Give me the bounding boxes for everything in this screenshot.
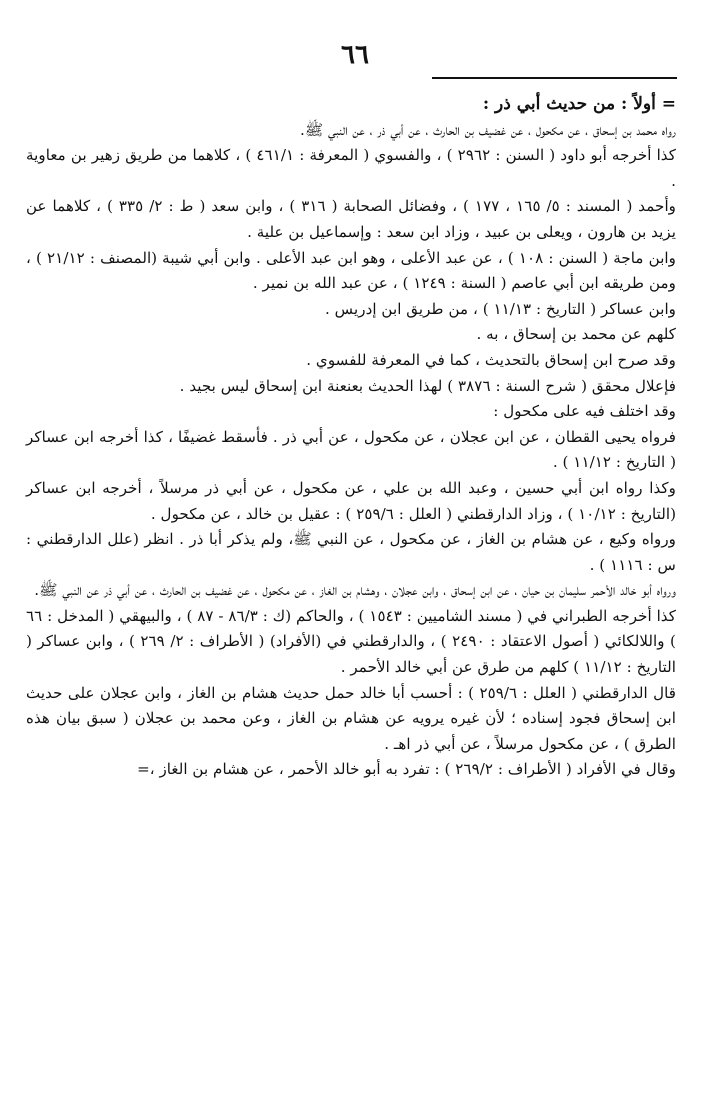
paragraph: رواه محمد بن إسحاق ، عن مكحول ، عن غضيف بن الحارث ، عن أبي ذر ، عن النبي ﷺ. xyxy=(300,120,676,139)
paragraph: وابن عساكر ( التاريخ : ١١/١٣ ) ، من طريق ابن إدريس . xyxy=(325,299,676,318)
paragraph: وابن ماجة ( السنن : ١٠٨ ) ، عن عبد الأعلى ، وهو ابن عبد الأعلى . وابن أبي شيبة (المصنف : ٢١/١٢ ) ، ومن طريقه ابن أبي عاصم ( السنة : ١٢٤٩ ) ، عن عبد الله بن نمير . xyxy=(26,248,676,293)
page-number: ٦٦ xyxy=(341,40,369,70)
paragraph: كذا أخرجه أبو داود ( السنن : ٢٩٦٢ ) ، والفسوي ( المعرفة : ٤٦١/١ ) ، كلاهما من طريق زهير بن معاوية . xyxy=(26,146,676,190)
paragraph: وكذا رواه ابن أبي حسين ، وعبد الله بن علي ، عن مكحول ، عن أبي ذر مرسلاً ، أخرجه ابن عساكر (التاريخ : ١٠/١٢ ) ، وزاد الدارقطني ( العلل : ٢٥٩/٦ ) : عقيل بن خالد ، عن مكحول . xyxy=(26,478,676,523)
paragraph: كذا أخرجه الطبراني في ( مسند الشاميين : ١٥٤٣ ) ، والحاكم (ك : ٨٦/٣ - ٨٧ ) ، والبيهقي ( المدخل : ٦٦ ) واللالكائي ( أصول الاعتقاد : ٢٤٩٠ ) ، والدارقطني في (الأفراد) ( الأطراف : ٢/ ٢٦٩ ) ، وابن عساكر ( التاريخ : ١١/١٢ ) كلهم من طرق عن أبي خالد الأحمر . xyxy=(26,606,677,677)
header-rule xyxy=(432,77,677,79)
paragraph: وقد صرح ابن إسحاق بالتحديث ، كما في المعرفة للفسوي . xyxy=(306,350,676,369)
paragraph: فإعلال محقق ( شرح السنة : ٣٨٧٦ ) لهذا الحديث بعنعنة ابن إسحاق ليس بجيد . xyxy=(179,376,676,395)
paragraph: ورواه وكيع ، عن هشام بن الغاز ، عن مكحول ، عن النبي ﷺ، ولم يذكر أبا ذر . انظر (علل الدارقطني : س : ١١١٦ ) . xyxy=(26,530,676,574)
body-text xyxy=(26,92,676,783)
paragraph: كلهم عن محمد بن إسحاق ، به . xyxy=(476,325,676,344)
paragraph: فرواه يحيى القطان ، عن ابن عجلان ، عن مكحول ، عن أبي ذر . فأسقط غضيفًا ، كذا أخرجه ابن عساكر ( التاريخ : ١١/١٢ ) . xyxy=(26,427,676,472)
paragraph: وقال في الأفراد ( الأطراف : ٢٦٩/٢ ) : تفرد به أبو خالد الأحمر ، عن هشام بن الغاز ،= xyxy=(137,760,676,779)
paragraph: ورواه أبو خالد الأحمر سليمان بن حيان ، عن ابن إسحاق ، وابن عجلان ، وهشام بن الغاز ، عن مكحول ، عن غضيف بن الحارث ، عن أبي ذر عن النبي ﷺ. xyxy=(34,581,676,600)
paragraph: وقد اختلف فيه على مكحول : xyxy=(493,402,676,421)
paragraph: وأحمد ( المسند : ٥/ ١٦٥ ، ١٧٧ ) ، وفضائل الصحابة ( ٣١٦ ) ، وابن سعد ( ط : ٢/ ٣٣٥ ) ، كلاهما عن يزيد بن هارون ، ويعلى بن عبيد ، وزاد ابن سعد : وإسماعيل بن علية . xyxy=(26,197,676,241)
paragraph: قال الدارقطني ( العلل : ٢٥٩/٦ ) : أحسب أبا خالد حمل حديث هشام بن الغاز ، وابن عجلان على حديث ابن إسحاق فجود إسناده ؛ لأن غيره يرويه عن هشام بن الغاز ، وعن محمد بن عجلان ( سبق بيان هذه الطرق ) ، عن مكحول مرسلاً ، عن أبي ذر اهـ . xyxy=(26,683,676,753)
section-heading: = أولاً : من حديث أبي ذر : xyxy=(482,94,676,114)
